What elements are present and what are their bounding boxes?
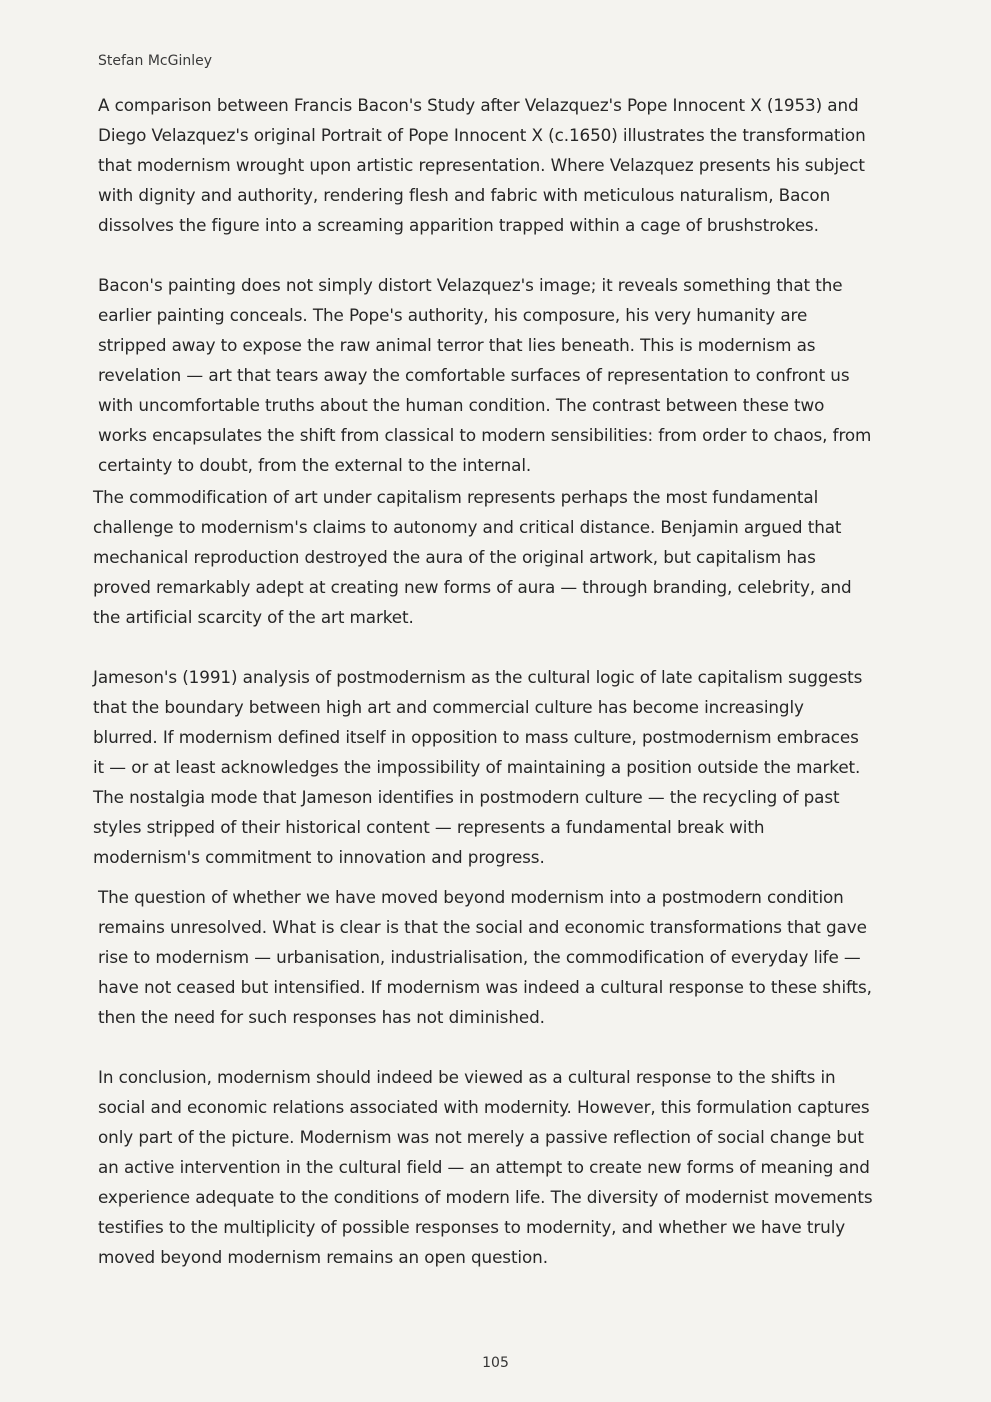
paragraph-conclusion bbox=[98, 1062, 872, 1272]
text-line: with uncomfortable truths about the human condition. The contrast between these two bbox=[98, 395, 825, 415]
text-line: it — or at least acknowledges the impossibility of maintaining a position outside the market. bbox=[93, 757, 861, 777]
text-line: Bacon's painting does not simply distort Velazquez's image; it reveals something that the bbox=[98, 275, 843, 295]
text-line: rise to modernism — urbanisation, industrialisation, the commodification of everyday life — bbox=[98, 947, 861, 967]
text-line: only part of the picture. Modernism was not merely a passive reflection of social change but bbox=[98, 1127, 864, 1147]
text-line: have not ceased but intensified. If modernism was indeed a cultural response to these shifts, bbox=[98, 977, 872, 997]
text-line: works encapsulates the shift from classical to modern sensibilities: from order to chaos, from bbox=[98, 425, 872, 445]
text-line: styles stripped of their historical content — represents a fundamental break with bbox=[93, 817, 765, 837]
text-line: social and economic relations associated with modernity. However, this formulation captures bbox=[98, 1097, 870, 1117]
page-number: 105 bbox=[482, 1355, 509, 1371]
text-line: an active intervention in the cultural field — an attempt to create new forms of meaning and bbox=[98, 1157, 870, 1177]
text-line: the artificial scarcity of the art market. bbox=[93, 607, 414, 627]
text-line: revelation — art that tears away the comfortable surfaces of representation to confront us bbox=[98, 365, 850, 385]
text-line: testifies to the multiplicity of possible responses to modernity, and whether we have truly bbox=[98, 1217, 846, 1237]
paragraph-bacon-comparison bbox=[98, 90, 866, 240]
text-line: remains unresolved. What is clear is that the social and economic transformations that gave bbox=[98, 917, 867, 937]
text-line: A comparison between Francis Bacon's Study after Velazquez's Pope Innocent X (1953) and bbox=[98, 95, 859, 115]
paragraph-bacon-revelation bbox=[98, 270, 871, 480]
text-line: moved beyond modernism remains an open question. bbox=[98, 1247, 548, 1267]
text-line: challenge to modernism's claims to autonomy and critical distance. Benjamin argued that bbox=[93, 517, 842, 537]
text-line: then the need for such responses has not diminished. bbox=[98, 1007, 545, 1027]
text-line: experience adequate to the conditions of modern life. The diversity of modernist movements bbox=[98, 1187, 873, 1207]
text-line: The nostalgia mode that Jameson identifies in postmodern culture — the recycling of past bbox=[93, 787, 840, 807]
text-line: Diego Velazquez's original Portrait of Pope Innocent X (c.1650) illustrates the transformation bbox=[98, 125, 866, 145]
text-line: mechanical reproduction destroyed the aura of the original artwork, but capitalism has bbox=[93, 547, 816, 567]
paragraph-jameson bbox=[93, 662, 862, 872]
text-line: blurred. If modernism defined itself in opposition to mass culture, postmodernism embraces bbox=[93, 727, 859, 747]
text-line: that the boundary between high art and commercial culture has become increasingly bbox=[93, 697, 804, 717]
text-line: that modernism wrought upon artistic representation. Where Velazquez presents his subject bbox=[98, 155, 865, 175]
text-line: modernism's commitment to innovation and progress. bbox=[93, 847, 545, 867]
text-line: In conclusion, modernism should indeed be viewed as a cultural response to the shifts in bbox=[98, 1067, 836, 1087]
text-line: stripped away to expose the raw animal terror that lies beneath. This is modernism as bbox=[98, 335, 816, 355]
text-line: Jameson's (1991) analysis of postmodernism as the cultural logic of late capitalism suggests bbox=[93, 667, 863, 687]
running-header-author: Stefan McGinley bbox=[98, 53, 212, 69]
text-line: The question of whether we have moved beyond modernism into a postmodern condition bbox=[98, 887, 844, 907]
paragraph-commodification bbox=[93, 482, 852, 632]
text-line: The commodification of art under capitalism represents perhaps the most fundamental bbox=[93, 487, 819, 507]
text-line: with dignity and authority, rendering flesh and fabric with meticulous naturalism, Bacon bbox=[98, 185, 831, 205]
text-line: certainty to doubt, from the external to the internal. bbox=[98, 455, 532, 475]
text-line: earlier painting conceals. The Pope's authority, his composure, his very humanity are bbox=[98, 305, 808, 325]
paragraph-postmodern-question bbox=[98, 882, 872, 1032]
text-line: dissolves the figure into a screaming apparition trapped within a cage of brushstrokes. bbox=[98, 215, 819, 235]
text-line: proved remarkably adept at creating new forms of aura — through branding, celebrity, and bbox=[93, 577, 852, 597]
